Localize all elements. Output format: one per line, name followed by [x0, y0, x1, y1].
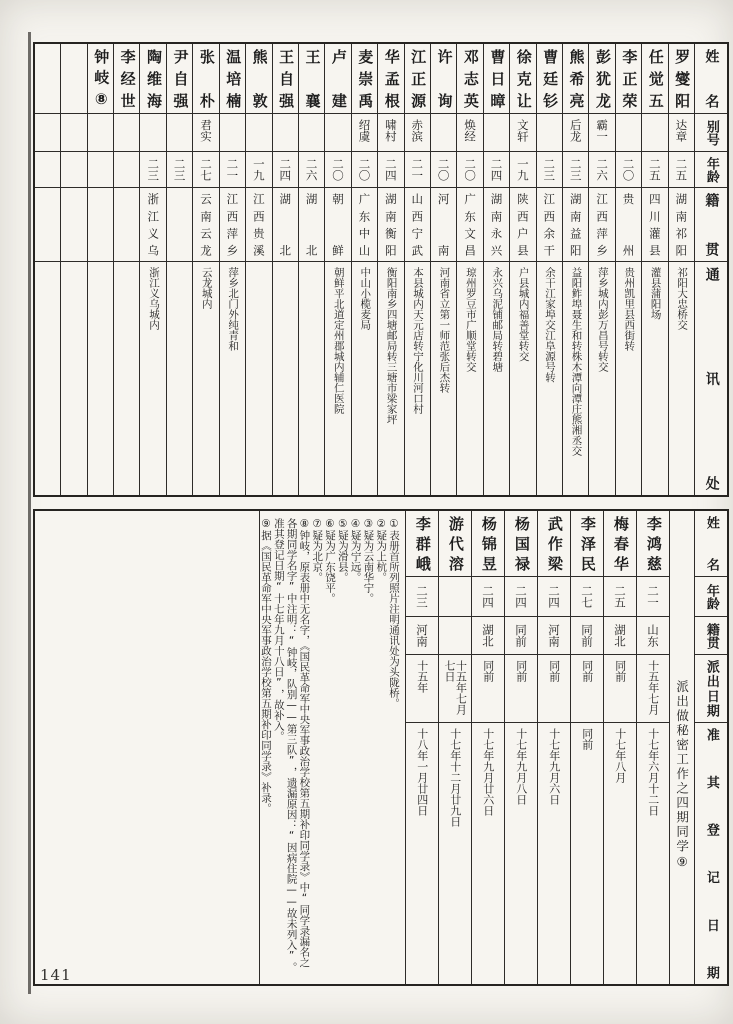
person-name: 曹廷钐 — [537, 44, 562, 114]
person-alias — [61, 114, 86, 152]
person-age: 二〇 — [457, 152, 482, 188]
person-native: 湖北 — [299, 188, 324, 262]
table1-person-column — [60, 44, 86, 495]
person-name: 邓志英 — [457, 44, 482, 114]
person-age: 二三 — [140, 152, 165, 188]
person-register-date: 同前 — [580, 728, 594, 750]
table1-person-column — [404, 44, 430, 495]
person-age: 二〇 — [616, 152, 641, 188]
person-name: 陶维海 — [140, 44, 165, 114]
person-contact: 户县城内福善堂转交 — [517, 267, 530, 362]
person-alias — [167, 114, 192, 152]
table2-person-column — [603, 511, 636, 984]
person-name: 钟岐⑧ — [88, 44, 113, 114]
person-name: 卢建 — [325, 44, 350, 114]
group-label: 派出做秘密工作之四期同学⑨ — [674, 679, 690, 871]
person-alias — [537, 114, 562, 152]
person-contact: 萍乡北门外纯青和 — [227, 267, 240, 351]
header-sent-date: 派出日期 — [695, 655, 727, 723]
table1-person-column — [87, 44, 113, 495]
roster-table-secret-work — [33, 509, 729, 986]
person-age: 二六 — [589, 152, 614, 188]
table1-person-column — [483, 44, 509, 495]
person-native: 江西萍乡 — [220, 188, 245, 262]
person-age: 二三 — [563, 152, 588, 188]
footnote: ③疑为云南华宁。 — [362, 518, 375, 604]
person-name: 王自强 — [273, 44, 298, 114]
person-name: 梅春华 — [604, 511, 636, 577]
table1-person-column — [536, 44, 562, 495]
person-name: 张朴 — [193, 44, 218, 114]
footnote: ④疑为宁远。 — [349, 518, 362, 583]
person-native — [114, 188, 139, 262]
person-native: 江西萍乡 — [589, 188, 614, 262]
person-native: 河南 — [538, 617, 570, 655]
person-sent-date: 同前 — [538, 655, 570, 723]
table1-person-column — [430, 44, 456, 495]
person-contact — [273, 262, 298, 495]
footnote: ⑤疑为滑县。 — [336, 518, 349, 583]
person-age: 二七 — [571, 577, 603, 617]
person-alias: 赤滨 — [405, 114, 430, 152]
person-contact — [114, 262, 139, 495]
person-name: 李泽民 — [571, 511, 603, 577]
person-alias — [484, 114, 509, 152]
person-native: 广东文昌 — [457, 188, 482, 262]
table1-person-column — [219, 44, 245, 495]
person-native — [61, 188, 86, 262]
person-name: 杨锦昱 — [472, 511, 504, 577]
person-contact — [61, 262, 86, 495]
person-alias — [246, 114, 271, 152]
person-contact — [88, 262, 113, 495]
table1-person-column — [272, 44, 298, 495]
roster-table-contacts — [33, 42, 729, 497]
person-age: 二一 — [637, 577, 669, 617]
person-name: 熊敦 — [246, 44, 271, 114]
person-sent-date: 同前 — [571, 655, 603, 723]
footnote: ①表册首所列照片注明通讯处为头陇桥。 — [388, 518, 400, 709]
footnotes-column — [259, 511, 405, 984]
person-name: 彭犹龙 — [589, 44, 614, 114]
person-contact: 浙江义乌城内 — [147, 267, 160, 330]
footnotes-block — [260, 511, 405, 984]
person-native — [439, 617, 471, 655]
header-native: 籍贯 — [695, 188, 727, 262]
person-native: 湖南益阳 — [563, 188, 588, 262]
person-contact — [167, 262, 192, 495]
person-register-date: 十七年八月 — [613, 728, 627, 783]
person-alias — [642, 114, 667, 152]
table2-header-column — [694, 511, 727, 984]
person-name: 尹自强 — [167, 44, 192, 114]
table2-person-column — [438, 511, 471, 984]
person-register-date: 十七年九月八日 — [514, 728, 528, 805]
person-alias — [431, 114, 456, 152]
header-name: 姓名 — [695, 511, 727, 577]
person-name: 李正荣 — [616, 44, 641, 114]
footnote: ⑥疑为广东饶平。 — [324, 518, 337, 604]
person-age: 二七 — [193, 152, 218, 188]
person-native: 河南 — [406, 617, 438, 655]
person-contact: 萍乡城内彭万昌号转交 — [596, 267, 609, 372]
person-alias: 君实 — [193, 114, 218, 152]
table1-person-column — [377, 44, 403, 495]
person-age: 二四 — [378, 152, 403, 188]
person-sent-date: 同前 — [604, 655, 636, 723]
person-native: 广东中山 — [352, 188, 377, 262]
person-name: 熊希亮 — [563, 44, 588, 114]
person-native: 同前 — [505, 617, 537, 655]
person-contact — [35, 262, 60, 495]
table1-header-column — [694, 44, 727, 495]
person-register-date: 十七年十二月廿九日 — [448, 728, 462, 827]
person-native: 同前 — [571, 617, 603, 655]
table2-person-column — [537, 511, 570, 984]
person-name: 罗燮阳 — [669, 44, 694, 114]
table1-person-column — [245, 44, 271, 495]
header-register-date: 准其登记日期 — [703, 728, 719, 979]
person-age: 二五 — [669, 152, 694, 188]
person-alias — [114, 114, 139, 152]
person-native: 湖北 — [604, 617, 636, 655]
person-alias: 霸一 — [589, 114, 614, 152]
person-register-date: 十八年一月廿四日 — [415, 728, 429, 816]
person-native — [88, 188, 113, 262]
person-age: 二一 — [405, 152, 430, 188]
person-alias: 达章 — [669, 114, 694, 152]
table1-person-column — [351, 44, 377, 495]
person-name — [61, 44, 86, 114]
person-contact: 余干江家埠交江阜源号转 — [544, 267, 557, 383]
person-contact: 琼州罗豆市广顺堂转交 — [464, 267, 477, 372]
table1-person-column — [509, 44, 535, 495]
person-age: 二四 — [273, 152, 298, 188]
person-alias: 焕经 — [457, 114, 482, 152]
person-contact: 祁阳大忠桥交 — [676, 267, 689, 330]
person-contact: 衡阳南乡四塘邮局转三塘市梁家坪 — [385, 267, 398, 425]
person-age: 二五 — [642, 152, 667, 188]
person-native: 湖南衡阳 — [378, 188, 403, 262]
person-native: 湖北 — [273, 188, 298, 262]
table1-person-column — [139, 44, 165, 495]
person-age: 一九 — [510, 152, 535, 188]
person-sent-date: 十五年 — [406, 655, 438, 723]
header-age: 年龄 — [695, 577, 727, 617]
table2-person-column — [570, 511, 603, 984]
person-age: 二四 — [472, 577, 504, 617]
table2-person-column — [504, 511, 537, 984]
table2-person-column — [636, 511, 669, 984]
person-native: 江西余干 — [537, 188, 562, 262]
header-native: 籍贯 — [695, 617, 727, 655]
person-age: 一九 — [246, 152, 271, 188]
header-age: 年龄 — [695, 152, 727, 188]
person-register-date: 十七年九月六日 — [547, 728, 561, 805]
person-age: 二〇 — [352, 152, 377, 188]
table1-person-column — [166, 44, 192, 495]
person-age: 二〇 — [431, 152, 456, 188]
person-age: 二三 — [406, 577, 438, 617]
person-alias: 文轩 — [510, 114, 535, 152]
person-age: 二四 — [538, 577, 570, 617]
footnote: ⑨据《国民革命军中央军事政治学校第五期补印同学录》补录。 — [260, 518, 273, 814]
person-native: 江西贵溪 — [246, 188, 271, 262]
person-age: 二〇 — [325, 152, 350, 188]
person-name: 李群峨 — [406, 511, 438, 577]
person-name: 许询 — [431, 44, 456, 114]
person-contact: 云龙城内 — [200, 267, 213, 309]
person-alias — [299, 114, 324, 152]
person-age — [61, 152, 86, 188]
person-name: 江正源 — [405, 44, 430, 114]
person-age: 二五 — [604, 577, 636, 617]
person-native: 山东 — [637, 617, 669, 655]
person-name: 曹日暲 — [484, 44, 509, 114]
person-contact: 河南省立第一师范张后杰转 — [438, 267, 451, 393]
person-native: 云南云龙 — [193, 188, 218, 262]
person-contact: 中山小榄麦局 — [359, 267, 372, 330]
footnote: ②疑为上杭。 — [375, 518, 388, 583]
page-number: 141 — [40, 966, 72, 984]
person-contact: 贵州凯里县西街转 — [623, 267, 636, 351]
person-name: 温培楠 — [220, 44, 245, 114]
person-contact: 本县城内天元店转宁化川河口村 — [412, 267, 424, 414]
person-native: 湖南祁阳 — [669, 188, 694, 262]
person-age: 二四 — [484, 152, 509, 188]
person-alias: 绍虞 — [352, 114, 377, 152]
person-alias — [88, 114, 113, 152]
table1-person-column — [192, 44, 218, 495]
person-age — [439, 577, 471, 617]
table1-person-column — [35, 44, 60, 495]
table1-person-column — [668, 44, 694, 495]
footnote: ⑧钟岐，原表册中无名字，《国民革命军中央军事政治学校第五期补印同学录》中“同学录漏名之各期同学名字”中注明：“钟岐，队别——第三队”，遗漏原因：“因病住院——故未列入”。准其登记日期“十七年九月十八日”，故补入。 — [272, 518, 311, 973]
person-native — [35, 188, 60, 262]
person-sent-date: 十五年七月七日 — [439, 655, 471, 723]
header-name: 姓名 — [695, 44, 727, 114]
person-age: 二四 — [505, 577, 537, 617]
table2-person-column — [471, 511, 504, 984]
person-native: 河南 — [431, 188, 456, 262]
person-contact — [246, 262, 271, 495]
person-name: 游代溶 — [439, 511, 471, 577]
person-sent-date: 十五年七月 — [637, 655, 669, 723]
person-contact: 益阳鲊埠聂生和转株木潭向潭庄熊湘丞交 — [570, 267, 583, 456]
person-contact — [299, 262, 324, 495]
person-alias — [35, 114, 60, 152]
person-native: 山西宁武 — [405, 188, 430, 262]
person-name: 徐克让 — [510, 44, 535, 114]
person-register-date: 十七年六月十二日 — [646, 728, 660, 816]
book-binding-scan-line — [28, 32, 31, 994]
person-name: 杨国禄 — [505, 511, 537, 577]
person-native: 四川灌县 — [642, 188, 667, 262]
person-age — [114, 152, 139, 188]
person-contact: 灌县蒲阳场 — [649, 267, 662, 320]
person-alias — [220, 114, 245, 152]
header-alias: 别号 — [695, 114, 727, 152]
person-name: 麦崇禹 — [352, 44, 377, 114]
person-age: 二三 — [537, 152, 562, 188]
person-alias — [273, 114, 298, 152]
person-native: 湖南永兴 — [484, 188, 509, 262]
person-native: 贵州 — [616, 188, 641, 262]
person-native: 陕西户县 — [510, 188, 535, 262]
person-alias — [140, 114, 165, 152]
person-name: 王襄 — [299, 44, 324, 114]
person-native: 湖北 — [472, 617, 504, 655]
table1-person-column — [113, 44, 139, 495]
person-native: 朝鲜 — [325, 188, 350, 262]
person-register-date: 十七年九月廿六日 — [481, 728, 495, 816]
person-alias: 后龙 — [563, 114, 588, 152]
person-sent-date: 同前 — [472, 655, 504, 723]
person-age: 二一 — [220, 152, 245, 188]
person-alias: 啸村 — [378, 114, 403, 152]
person-name: 任觉五 — [642, 44, 667, 114]
person-name: 李经世 — [114, 44, 139, 114]
person-age: 二三 — [167, 152, 192, 188]
person-name: 华孟根 — [378, 44, 403, 114]
empty-filler-column — [35, 511, 259, 984]
person-name: 李鸿慈 — [637, 511, 669, 577]
table1-person-column — [588, 44, 614, 495]
header-contact: 通讯处 — [703, 267, 720, 490]
person-native — [167, 188, 192, 262]
table1-person-column — [562, 44, 588, 495]
table1-person-column — [298, 44, 324, 495]
table1-person-column — [641, 44, 667, 495]
person-alias — [616, 114, 641, 152]
table1-person-column — [324, 44, 350, 495]
person-sent-date: 同前 — [505, 655, 537, 723]
person-name — [35, 44, 60, 114]
person-contact: 永兴乌泥铺邮局转碧塘 — [491, 267, 504, 372]
footnote: ⑦疑为北京。 — [311, 518, 324, 583]
person-age: 二六 — [299, 152, 324, 188]
person-contact: 朝鲜平北道定州郡城内辅仁医院 — [332, 267, 345, 414]
table1-person-column — [615, 44, 641, 495]
person-age — [35, 152, 60, 188]
person-age — [88, 152, 113, 188]
person-alias — [325, 114, 350, 152]
person-native: 浙江义乌 — [140, 188, 165, 262]
person-name: 武作梁 — [538, 511, 570, 577]
table2-person-column — [405, 511, 438, 984]
table1-person-column — [456, 44, 482, 495]
table2-group-label-column — [669, 511, 694, 984]
